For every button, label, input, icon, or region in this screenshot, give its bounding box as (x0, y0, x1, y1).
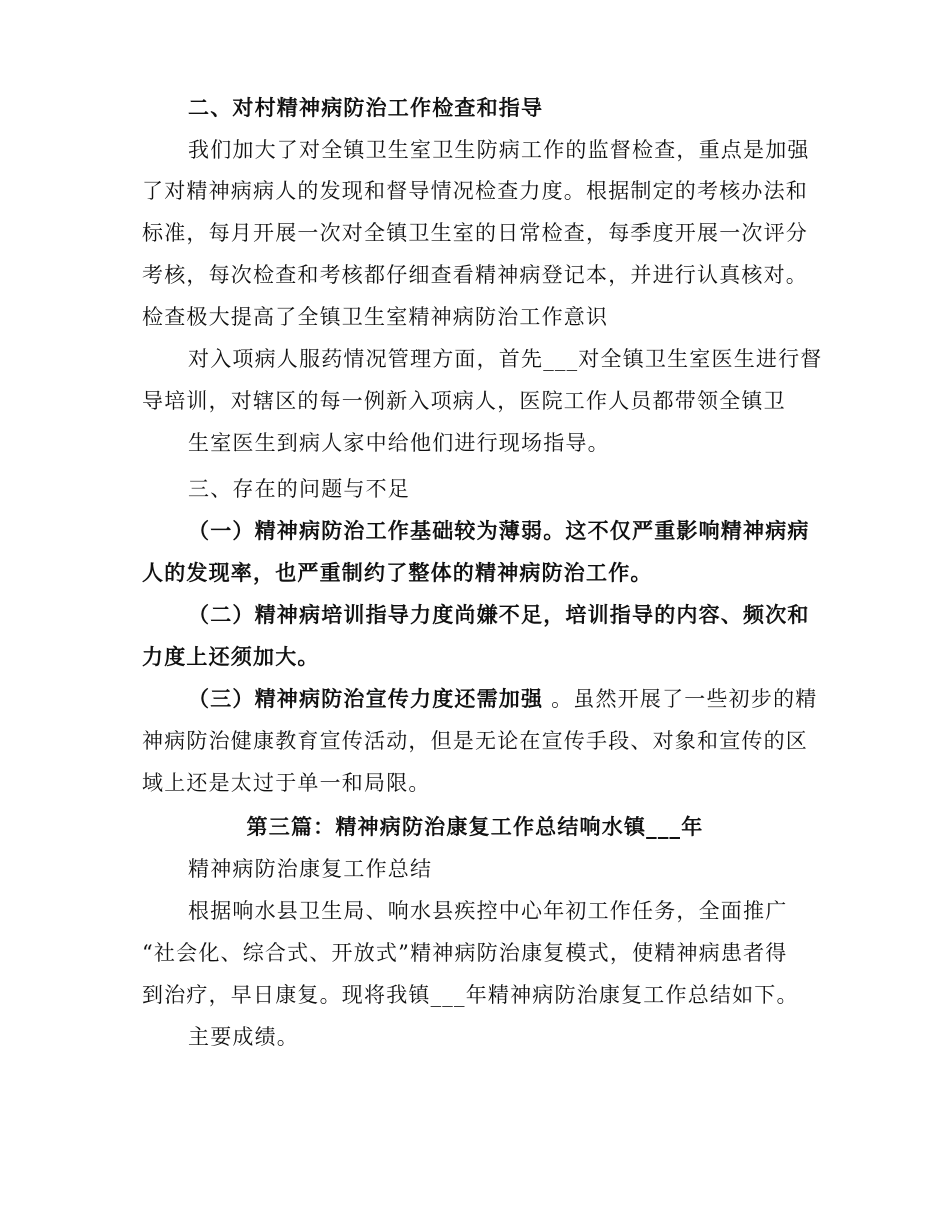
paragraph-line: 标准，每月开展一次对全镇卫生室的日常检查，每季度开展一次评分 (142, 221, 808, 245)
paragraph-line: 根据响水县卫生局、响水县疾控中心年初工作任务，全面推广 (188, 899, 788, 923)
paragraph-line: 导培训，对辖区的每一例新入项病人，医院工作人员都带领全镇卫 (142, 389, 786, 413)
section-heading: 三、存在的问题与不足 (188, 477, 410, 501)
paragraph-line: 到治疗，早日康复。现将我镇___年精神病防治康复工作总结如下。 (142, 983, 799, 1007)
bold-item-line: 人的发现率，也严重制约了整体的精神病防治工作。 (142, 560, 653, 585)
paragraph-line: 生室医生到病人家中给他们进行现场指导。 (188, 431, 610, 455)
paragraph-line: 了对精神病病人的发现和督导情况检查力度。根据制定的考核办法和 (142, 179, 808, 203)
paragraph-line: 考核，每次检查和考核都仔细查看精神病登记本，并进行认真核对。 (142, 263, 808, 287)
paragraph-line: “社会化、综合式、开放式”精神病防治康复模式，使精神病患者得 (142, 941, 788, 965)
paragraph-line: 神病防治健康教育宣传活动，但是无论在宣传手段、对象和宣传的区 (142, 729, 808, 753)
bold-item-line: （二）精神病培训指导力度尚嫌不足，培训指导的内容、频次和 (188, 602, 810, 627)
paragraph-line: 我们加大了对全镇卫生室卫生防病工作的监督检查，重点是加强 (188, 138, 810, 162)
part-title: 第三篇：精神病防治康复工作总结响水镇___年 (246, 814, 704, 839)
bold-item-line: （一）精神病防治工作基础较为薄弱。这不仅严重影响精神病病 (188, 518, 810, 543)
paragraph-line: 域上还是太过于单一和局限。 (142, 771, 431, 795)
mixed-item-line (188, 684, 868, 714)
section-heading: 二、对村精神病防治工作检查和指导 (188, 95, 544, 120)
paragraph-line: 对入项病人服药情况管理方面，首先___对全镇卫生室医生进行督 (188, 347, 823, 371)
bold-item-lead: （三）精神病防治宣传力度还需加强 (188, 686, 544, 711)
bold-item-line: 力度上还须加大。 (142, 644, 320, 669)
paragraph-line: 检查极大提高了全镇卫生室精神病防治工作意识 (142, 305, 609, 329)
paragraph-line: 主要成绩。 (188, 1025, 299, 1049)
item-continuation: 。虽然开展了一些初步的精 (543, 687, 818, 711)
part-subtitle: 精神病防治康复工作总结 (188, 857, 433, 881)
